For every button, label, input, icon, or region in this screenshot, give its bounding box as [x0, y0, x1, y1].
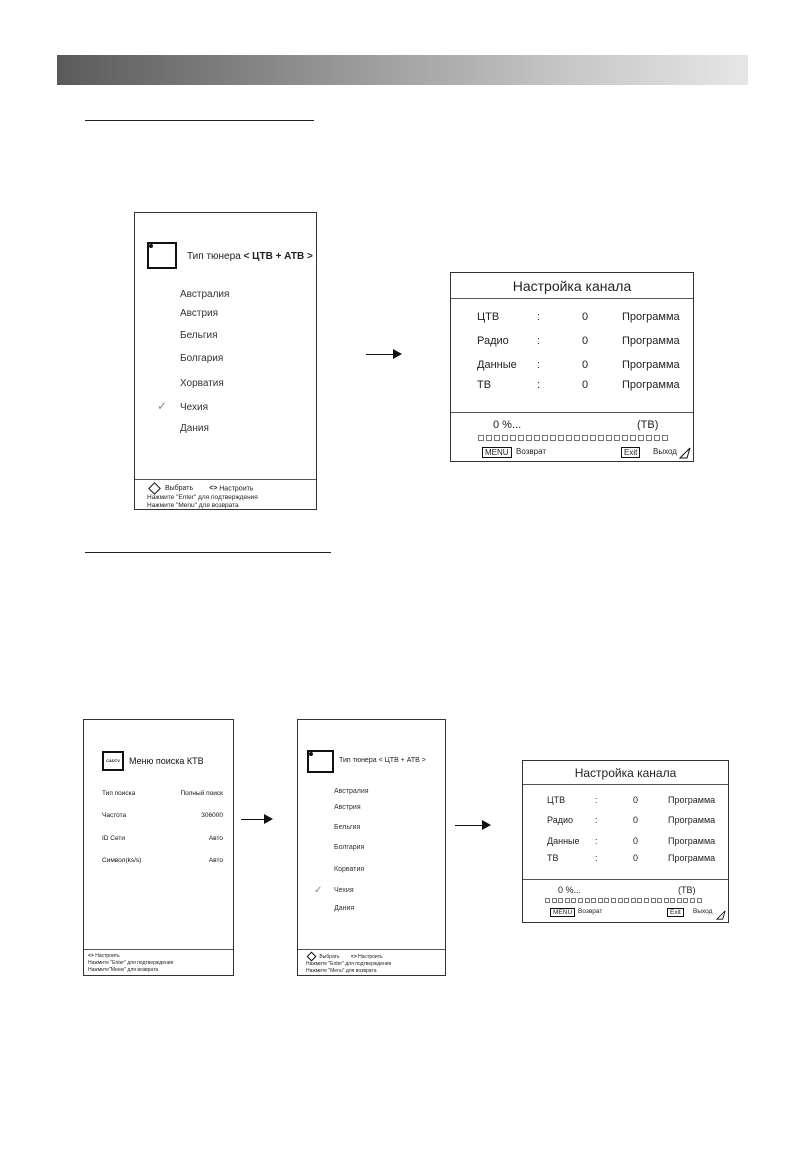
progress-segment [486, 435, 492, 441]
row-unit: Программа [622, 379, 680, 391]
row-unit: Программа [668, 795, 716, 805]
channel-setup-title: Настройка канала [512, 278, 632, 294]
cable-menu-title: Меню поиска КТВ [129, 756, 204, 766]
country-item-selected[interactable]: Чехия [180, 402, 209, 413]
tuner-type-row[interactable] [339, 757, 426, 764]
navigate-diamond-icon [148, 482, 161, 495]
progress-segment [644, 898, 649, 903]
row-count: 0 [582, 379, 589, 391]
row-count: 0 [582, 311, 589, 323]
row-label: Данные [477, 359, 517, 371]
hint-select-label: Выбрать [164, 485, 194, 493]
menu-key-button[interactable]: MENU [550, 908, 575, 917]
tuner-type-label: Тип тюнера [187, 251, 241, 262]
progress-segment [662, 435, 668, 441]
progress-segment [598, 898, 603, 903]
row-colon: : [595, 853, 598, 863]
left-right-arrows-icon: <> [350, 953, 357, 960]
corner-arrow-icon [679, 447, 691, 459]
arrow-right-icon [241, 819, 271, 820]
row-label: ТВ [477, 379, 492, 391]
progress-segment [566, 435, 572, 441]
progress-segment [526, 435, 532, 441]
row-colon: : [595, 795, 598, 805]
progress-divider [523, 879, 728, 880]
progress-segment [578, 898, 583, 903]
progress-segment [558, 898, 563, 903]
progress-segment [664, 898, 669, 903]
progress-segment [571, 898, 576, 903]
progress-segment [550, 435, 556, 441]
progress-segment [582, 435, 588, 441]
progress-segment [606, 435, 612, 441]
country-item[interactable]: Дания [180, 423, 209, 434]
hint-menu: Нажмите"Меню" для возврата [88, 967, 159, 973]
progress-segment [624, 898, 629, 903]
hint-select-adjust [150, 484, 253, 493]
row-count: 0 [633, 836, 639, 846]
progress-segment [604, 898, 609, 903]
row-label: Радио [547, 815, 573, 825]
progress-segment [683, 898, 688, 903]
row-count: 0 [582, 359, 589, 371]
hint-select-label: Выбрать [319, 953, 340, 960]
channel-setup-panel-small [522, 760, 729, 923]
hint-adjust-label: Настроить [358, 953, 383, 960]
title-divider [523, 784, 728, 785]
hint-adjust-label: Настроить [95, 953, 120, 959]
menu-key-label: Возврат [578, 908, 603, 915]
row-label: ЦТВ [477, 311, 500, 323]
check-icon: ✓ [314, 885, 323, 896]
exit-key-label: Выход [653, 447, 677, 456]
tuner-type-value[interactable]: < ЦТВ + АТВ > [243, 251, 313, 262]
hint-menu: Нажмите "Menu" для возврата [306, 968, 377, 974]
progress-bar [545, 898, 703, 903]
row-count: 0 [633, 795, 639, 805]
progress-segment [670, 898, 675, 903]
section-heading-rule-1 [85, 120, 314, 121]
country-item[interactable]: Австрия [180, 308, 219, 319]
cadtv-logo [102, 751, 124, 771]
tuner-type-label: Тип тюнера [339, 757, 377, 764]
progress-segment [631, 898, 636, 903]
country-item[interactable]: Хорватия [180, 378, 224, 389]
row-colon: : [537, 311, 541, 323]
progress-segment [657, 898, 662, 903]
section-heading-rule-2 [85, 552, 331, 553]
progress-segment [637, 898, 642, 903]
hint-select-adjust [308, 953, 383, 960]
progress-segment [552, 898, 557, 903]
progress-segment [614, 435, 620, 441]
row-colon: : [537, 335, 541, 347]
row-unit: Программа [622, 311, 680, 323]
footer-divider [298, 949, 445, 950]
progress-segment [518, 435, 524, 441]
arrow-right-icon [455, 825, 489, 826]
progress-segment [565, 898, 570, 903]
country-item[interactable]: Австралия [334, 788, 369, 795]
country-item[interactable]: Бельгия [334, 824, 361, 831]
hint-menu: Нажмите "Menu" для возврата [147, 502, 239, 509]
progress-segment [677, 898, 682, 903]
country-item-selected[interactable]: Чехия [334, 887, 354, 894]
row-colon: : [537, 359, 541, 371]
progress-segment [611, 898, 616, 903]
progress-band: (ТВ) [678, 885, 696, 895]
progress-segment [630, 435, 636, 441]
title-divider [451, 298, 693, 299]
row-unit: Программа [622, 335, 680, 347]
country-item[interactable]: Австралия [180, 289, 230, 300]
progress-band: (ТВ) [637, 419, 659, 431]
navigate-diamond-icon [307, 952, 317, 962]
progress-segment [478, 435, 484, 441]
progress-segment [545, 898, 550, 903]
setting-value[interactable]: Полный поиск [180, 790, 223, 797]
row-colon: : [595, 815, 598, 825]
row-colon: : [595, 836, 598, 846]
setting-label: Частота [102, 812, 127, 819]
row-count: 0 [582, 335, 589, 347]
progress-segment [534, 435, 540, 441]
progress-segment [558, 435, 564, 441]
exit-key-label: Выход [693, 908, 713, 915]
progress-bar [478, 435, 670, 441]
row-label: ТВ [547, 853, 559, 863]
arrow-right-icon [366, 354, 400, 355]
progress-percent: 0 %... [558, 885, 582, 895]
progress-segment [622, 435, 628, 441]
check-icon: ✓ [157, 399, 168, 413]
hint-enter: Нажмите "Enter" для подтверждения [306, 961, 392, 967]
country-item[interactable]: Дания [334, 905, 355, 912]
country-item[interactable]: Австрия [334, 804, 361, 811]
search-icon [307, 750, 334, 773]
progress-segment [651, 898, 656, 903]
country-item[interactable]: Корватия [334, 866, 365, 873]
corner-arrow-icon [716, 910, 726, 920]
left-right-arrows-icon: <> [209, 485, 218, 493]
progress-segment [598, 435, 604, 441]
cable-search-menu [83, 719, 234, 976]
row-unit: Программа [622, 359, 680, 371]
exit-key-button[interactable]: Exit [621, 447, 640, 458]
progress-segment [590, 435, 596, 441]
row-unit: Программа [668, 815, 716, 825]
search-icon [147, 242, 177, 269]
row-colon: : [537, 379, 541, 391]
menu-key-button[interactable]: MENU [482, 447, 512, 458]
tuner-type-menu-small [297, 719, 446, 976]
menu-key-label: Возврат [516, 447, 546, 456]
progress-segment [585, 898, 590, 903]
progress-segment [638, 435, 644, 441]
setting-label: Символ(ks/s) [102, 857, 142, 864]
setting-label: Тип поиска [102, 790, 136, 797]
tuner-type-menu [134, 212, 317, 510]
setting-value[interactable]: Авто [208, 835, 223, 842]
hint-enter: Нажмите "Enter" для подтверждения [147, 494, 258, 501]
row-unit: Программа [668, 853, 716, 863]
footer-divider [84, 949, 233, 950]
progress-segment [654, 435, 660, 441]
progress-segment [697, 898, 702, 903]
channel-setup-panel [450, 272, 694, 462]
progress-segment [494, 435, 500, 441]
hint-enter: Нажмите "Enter" для подтверждения [88, 960, 174, 966]
row-label: Радио [477, 335, 509, 347]
progress-segment [510, 435, 516, 441]
country-item[interactable]: Бельгия [180, 330, 218, 341]
channel-setup-title: Настройка канала [574, 766, 677, 780]
row-count: 0 [633, 815, 639, 825]
row-count: 0 [633, 853, 639, 863]
progress-segment [690, 898, 695, 903]
progress-segment [502, 435, 508, 441]
row-label: Данные [547, 836, 580, 846]
progress-segment [591, 898, 596, 903]
progress-percent: 0 %... [493, 419, 522, 431]
setting-value[interactable]: Авто [208, 857, 223, 864]
country-item[interactable]: Болгария [180, 353, 224, 364]
left-right-arrows-icon: <> [88, 953, 94, 959]
cadtv-logo-text: CADTV [106, 758, 120, 763]
exit-key-button[interactable]: Exit [667, 908, 684, 917]
setting-label: ID Сети [102, 835, 126, 842]
progress-segment [574, 435, 580, 441]
progress-segment [618, 898, 623, 903]
progress-divider [451, 412, 693, 413]
row-label: ЦТВ [547, 795, 566, 805]
progress-segment [542, 435, 548, 441]
page-header-bar [57, 55, 748, 85]
tuner-type-row[interactable] [187, 251, 313, 262]
country-item[interactable]: Болгария [334, 844, 365, 851]
progress-segment [646, 435, 652, 441]
footer-divider [135, 479, 316, 480]
row-unit: Программа [668, 836, 716, 846]
setting-value[interactable]: 306000 [201, 812, 223, 819]
hint-adjust [88, 953, 120, 959]
tuner-type-value[interactable]: < ЦТВ + АТВ > [378, 757, 426, 764]
hint-adjust-label: Настроить [219, 485, 254, 493]
